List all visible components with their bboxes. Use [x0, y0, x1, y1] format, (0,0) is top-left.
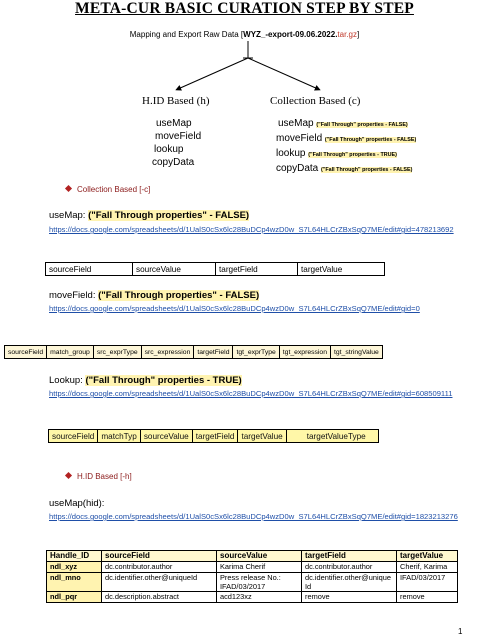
table-header-cell: sourceField — [5, 346, 47, 359]
table-cell: ndl_mno — [47, 573, 102, 592]
table-row — [47, 573, 458, 592]
table-cell: ndl_xyz — [47, 562, 102, 573]
usemap-h-link[interactable]: https://docs.google.com/spreadsheets/d/1UalS0cSx6lc28BuDCp4wzD0w_S7L64HLCrZBxSqQ7ME/edit#gid=1823213276 — [49, 512, 458, 521]
table-header-cell: targetValue — [238, 430, 286, 443]
table-row — [47, 562, 458, 573]
section-c-label: Collection Based [-c] — [77, 185, 151, 194]
right-item-movefield — [276, 132, 416, 147]
table-header-cell: tgt_exprType — [233, 346, 279, 359]
table-cell: dc.contributor.author — [102, 562, 217, 573]
page-number: 1 — [458, 627, 463, 636]
table-cell: IFAD/03/2017 — [397, 573, 458, 592]
table-header-cell: match_group — [47, 346, 94, 359]
table-cell: acd123xz — [217, 592, 302, 603]
diamond-bullet-icon — [65, 185, 72, 192]
movefield-c-prop: ("Fall Through properties" - FALSE) — [98, 290, 260, 301]
section-h-heading — [66, 472, 132, 481]
left-item-lookup: lookup — [154, 144, 184, 155]
branch-left-label: H.ID Based (h) — [142, 95, 210, 107]
table-header-cell: src_exprType — [93, 346, 141, 359]
movefield-c-link[interactable]: https://docs.google.com/spreadsheets/d/1UalS0cSx6lc28BuDCp4wzD0w_S7L64HLCrZBxSqQ7ME/edit#gid=0 — [49, 304, 420, 313]
right-item-name: lookup — [276, 148, 306, 159]
table-header-cell: sourceValue — [133, 263, 216, 276]
usemap-h-table — [46, 550, 458, 603]
table-header-cell: sourceField — [46, 263, 133, 276]
table-header-cell: targetValueType — [286, 430, 378, 443]
table-header-cell: Handle_ID — [47, 551, 102, 562]
right-item-name: copyData — [276, 163, 319, 174]
subtitle-suffix: ] — [357, 30, 360, 39]
diamond-bullet-icon — [65, 472, 72, 479]
table-header-cell: targetValue — [298, 263, 385, 276]
table-cell: Cherif, Karima — [397, 562, 458, 573]
table-header-cell: targetField — [302, 551, 397, 562]
table-header-cell: sourceField — [102, 551, 217, 562]
usemap-c-link[interactable]: https://docs.google.com/spreadsheets/d/1UalS0cSx6lc28BuDCp4wzD0w_S7L64HLCrZBxSqQ7ME/edit#gid=478213692 — [49, 225, 454, 234]
left-item-copydata: copyData — [152, 157, 195, 168]
right-item-name: useMap — [278, 118, 314, 129]
table-header-cell: tgt_expression — [279, 346, 330, 359]
table-cell: dc.identifier.other@uniqueId — [302, 573, 397, 592]
table-header-cell: targetField — [192, 430, 238, 443]
right-item-usemap — [276, 117, 416, 132]
table-cell: dc.identifier.other@uniqueId — [102, 573, 217, 592]
branch-right-label: Collection Based (c) — [270, 95, 361, 107]
arrow-left — [178, 58, 248, 89]
lookup-c-link[interactable]: https://docs.google.com/spreadsheets/d/1UalS0cSx6lc28BuDCp4wzD0w_S7L64HLCrZBxSqQ7ME/edit#gid=608509111 — [49, 389, 453, 398]
table-cell: remove — [302, 592, 397, 603]
table-cell: Karima Cherif — [217, 562, 302, 573]
left-item-usemap: useMap — [156, 118, 192, 129]
movefield-c-name: moveField: — [49, 290, 96, 301]
table-cell: dc.description.abstract — [102, 592, 217, 603]
table-header-cell: tgt_stringValue — [331, 346, 383, 359]
left-item-movefield: moveField — [155, 131, 202, 142]
table-header-cell: targetField — [216, 263, 298, 276]
table-header-cell: matchTyp — [98, 430, 141, 443]
usemap-c-name: useMap: — [49, 210, 86, 221]
movefield-c-table — [4, 345, 383, 359]
usemap-c-heading — [49, 210, 249, 221]
table-cell: remove — [397, 592, 458, 603]
table-cell: dc.contributor.author — [302, 562, 397, 573]
table-row — [46, 263, 385, 276]
usemap-c-table — [45, 262, 385, 276]
subtitle-file: WYZ_-export-09.06.2022. — [243, 30, 338, 39]
usemap-h-name: useMap(hid): — [49, 498, 105, 509]
table-header-cell: targetField — [194, 346, 233, 359]
right-item-note: ("Fall Through" properties - TRUE) — [308, 152, 397, 158]
table-cell: Press release No.: IFAD/03/2017 — [217, 573, 302, 592]
page-title: META-CUR BASIC CURATION STEP BY STEP — [75, 0, 414, 17]
right-item-copydata — [276, 162, 416, 177]
table-row — [49, 430, 379, 443]
table-header-cell: sourceField — [49, 430, 98, 443]
lookup-c-heading — [49, 375, 242, 386]
section-h-label: H.ID Based [-h] — [77, 472, 132, 481]
lookup-c-prop: ("Fall Through" properties - TRUE) — [85, 375, 242, 386]
right-item-lookup — [276, 147, 416, 162]
table-header-cell: sourceValue — [217, 551, 302, 562]
table-header-cell: sourceValue — [140, 430, 192, 443]
subtitle-ext: tar.gz — [337, 30, 357, 39]
right-item-note: ("Fall Through" properties - FALSE) — [316, 122, 408, 128]
branch-right-list — [276, 117, 416, 177]
section-c-heading — [66, 185, 150, 194]
table-header-cell: targetValue — [397, 551, 458, 562]
right-item-note: ("Fall Through" properties - FALSE) — [324, 137, 417, 143]
usemap-c-prop: ("Fall Through properties" - FALSE) — [88, 210, 250, 221]
table-row — [47, 551, 458, 562]
branch-arrows — [0, 0, 489, 110]
lookup-c-name: Lookup: — [49, 375, 83, 386]
right-item-name: moveField — [276, 133, 323, 144]
arrow-right — [248, 58, 318, 89]
movefield-c-heading — [49, 290, 259, 301]
table-row — [47, 592, 458, 603]
branch-left-list — [152, 117, 201, 169]
table-row — [5, 346, 383, 359]
right-item-note: ("Fall Through" properties - FALSE) — [321, 167, 413, 173]
table-cell: ndl_pqr — [47, 592, 102, 603]
subtitle-prefix: Mapping and Export Raw Data [ — [129, 30, 244, 39]
table-header-cell: src_expression — [141, 346, 194, 359]
lookup-c-table — [48, 429, 379, 443]
usemap-h-heading — [49, 498, 104, 509]
